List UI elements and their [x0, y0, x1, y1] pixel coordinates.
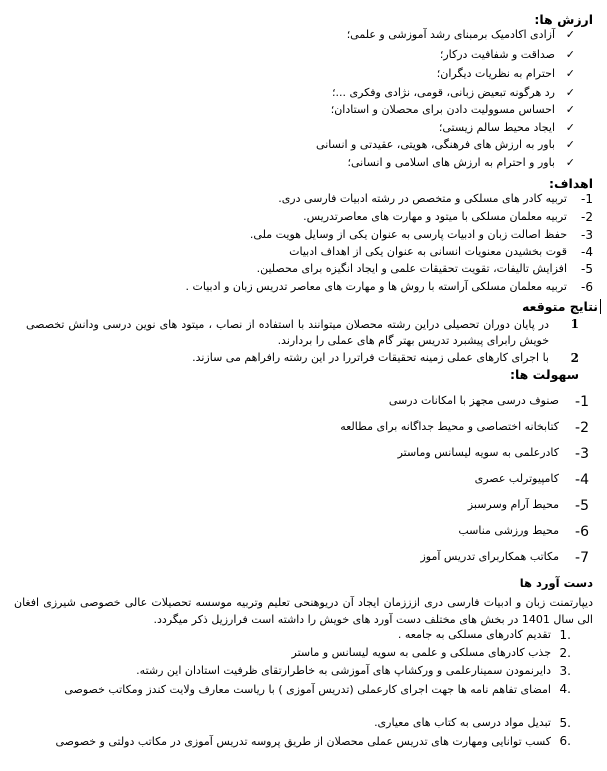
result-item: 2 با اجرای کارهای عملی زمینه تحقیقات فراتررا در این رشته رافراهم می سازند.	[192, 351, 579, 365]
values-heading: ارزش ها:	[534, 12, 593, 27]
results-heading: نتایج متوقعه	[522, 299, 601, 314]
achievement-item: .4	[559, 682, 571, 696]
value-item: ✓ باور و احترام به ارزش های اسلامی و انسانی؛	[347, 156, 575, 169]
facilities-heading: سهولت ها:	[509, 367, 579, 382]
checkmark-icon: ✓	[565, 156, 575, 169]
goal-item: 6- تربیه معلمان مسلکی آراسته با روش ها و مهارت های معاصر تدریس زبان و ادبیات .	[185, 280, 593, 294]
facility-item: 6- محیط ورزشی مناسب	[458, 524, 589, 540]
facility-item: 3- کادرعلمی به سویه لیسانس وماستر	[397, 446, 589, 462]
goals-heading: اهداف:	[549, 176, 593, 191]
facility-item: 4- کامپیوترلب عصری	[474, 472, 589, 488]
value-item: ✓ رد هرگونه تبعیض زبانی، قومی، نژادی وفکری ...؛	[332, 86, 575, 99]
value-item: ✓ احترام به نظریات دیگران؛	[436, 67, 575, 80]
facility-item: 5- محیط آرام وسرسبز	[467, 498, 589, 514]
checkmark-icon: ✓	[565, 138, 575, 151]
achievement-item: .6	[559, 734, 571, 748]
goal-item: 2- تربیه معلمان مسلکی با میتود و مهارت های معاصرتدریس.	[303, 210, 593, 224]
checkmark-icon: ✓	[565, 103, 575, 116]
achievements-heading: دست آورد ها	[519, 576, 593, 590]
achievement-item: .1 تقدیم کادرهای مسلکی به جامعه .	[397, 628, 571, 642]
checkmark-icon: ✓	[565, 121, 575, 134]
result-item: 1	[570, 317, 579, 331]
value-item: ✓ آزادی اکادمیک برمبنای رشد آموزشی و علمی؛	[346, 28, 575, 41]
achievement-item: .3 دایرنمودن سمینارعلمی و ورکشاپ های آموزشی به خاطرارتقای ظرفیت استادان این رشته.	[136, 664, 571, 678]
checkmark-icon: ✓	[565, 28, 575, 41]
achievements-intro: دیپارتمنت زبان و ادبیات فارسی دری ازززمان ایجاد آن دریوهنحی تعلیم وتربیه موسسه تحصیلات عالی خصوصی شیرزی افغان الی سال 1401 در بخش های مختلف دست آورد های خویش را داشته است فرارزیل ذکر میگردد.	[14, 596, 593, 626]
facility-item: 2- کتابخانه اختصاصی و محیط جداگانه برای مطالعه	[340, 420, 589, 436]
achievement-text: کسب توانایی ومهارت های تدریس عملی محصلان از طریق پروسه تدریس آموزی در مکاتب دولتی و خصوصی	[55, 735, 551, 748]
checkmark-icon: ✓	[565, 86, 575, 99]
facility-item: 1- صنوف درسی مجهز با امکانات درسی	[388, 394, 589, 410]
goal-item: 3- حفظ اصالت زبان و ادبیات پارسی به عنوان یکی از وسایل هویت ملی.	[249, 228, 593, 242]
goal-item: 1- تربیه کادر های مسلکی و متخصص در رشته ادبیات فارسی دری.	[278, 192, 593, 206]
value-item: ✓ باور به ارزش های فرهنگی، هویتی، عقیدتی و انسانی	[316, 138, 575, 151]
achievement-item: .2 جذب کادرهای مسلکی و علمی به سویه لیسانس و ماستر	[291, 646, 571, 660]
checkmark-icon: ✓	[565, 67, 575, 80]
achievement-item: .5 تبدیل مواد درسی به کتاب های معیاری.	[374, 716, 571, 730]
facility-item: 7- مکاتب همکاربرای تدریس آموز	[420, 550, 589, 566]
checkmark-icon: ✓	[565, 48, 575, 61]
result-text: در پایان دوران تحصیلی دراین رشته محصلان میتوانند با استفاده از نصاب ، میتود های نوین درسی ودانش تخصصی خویش رابرای پیشبرد تدریس بهتر گام های عملی را بردارند.	[26, 318, 549, 347]
value-item: ✓ ایجاد محیط سالم زیستی؛	[438, 121, 575, 134]
achievement-text: امضای تفاهم نامه ها جهت اجرای کارعملی (تدریس آموزی ) با ریاست معارف ولایت کندز ومکاتب خصوصی	[64, 683, 551, 696]
goal-item: 4- قوت بخشیدن معنویات انسانی به عنوان یکی از اهداف ادبیات	[289, 245, 593, 259]
value-item: ✓ احساس مسوولیت دادن برای محصلان و استادان؛	[330, 103, 575, 116]
value-item: ✓ صداقت و شفافیت درکار؛	[439, 48, 575, 61]
goal-item: 5- افزایش تالیفات، تقویت تحقیقات علمی و ایجاد انگیزه برای محصلین.	[256, 262, 593, 276]
